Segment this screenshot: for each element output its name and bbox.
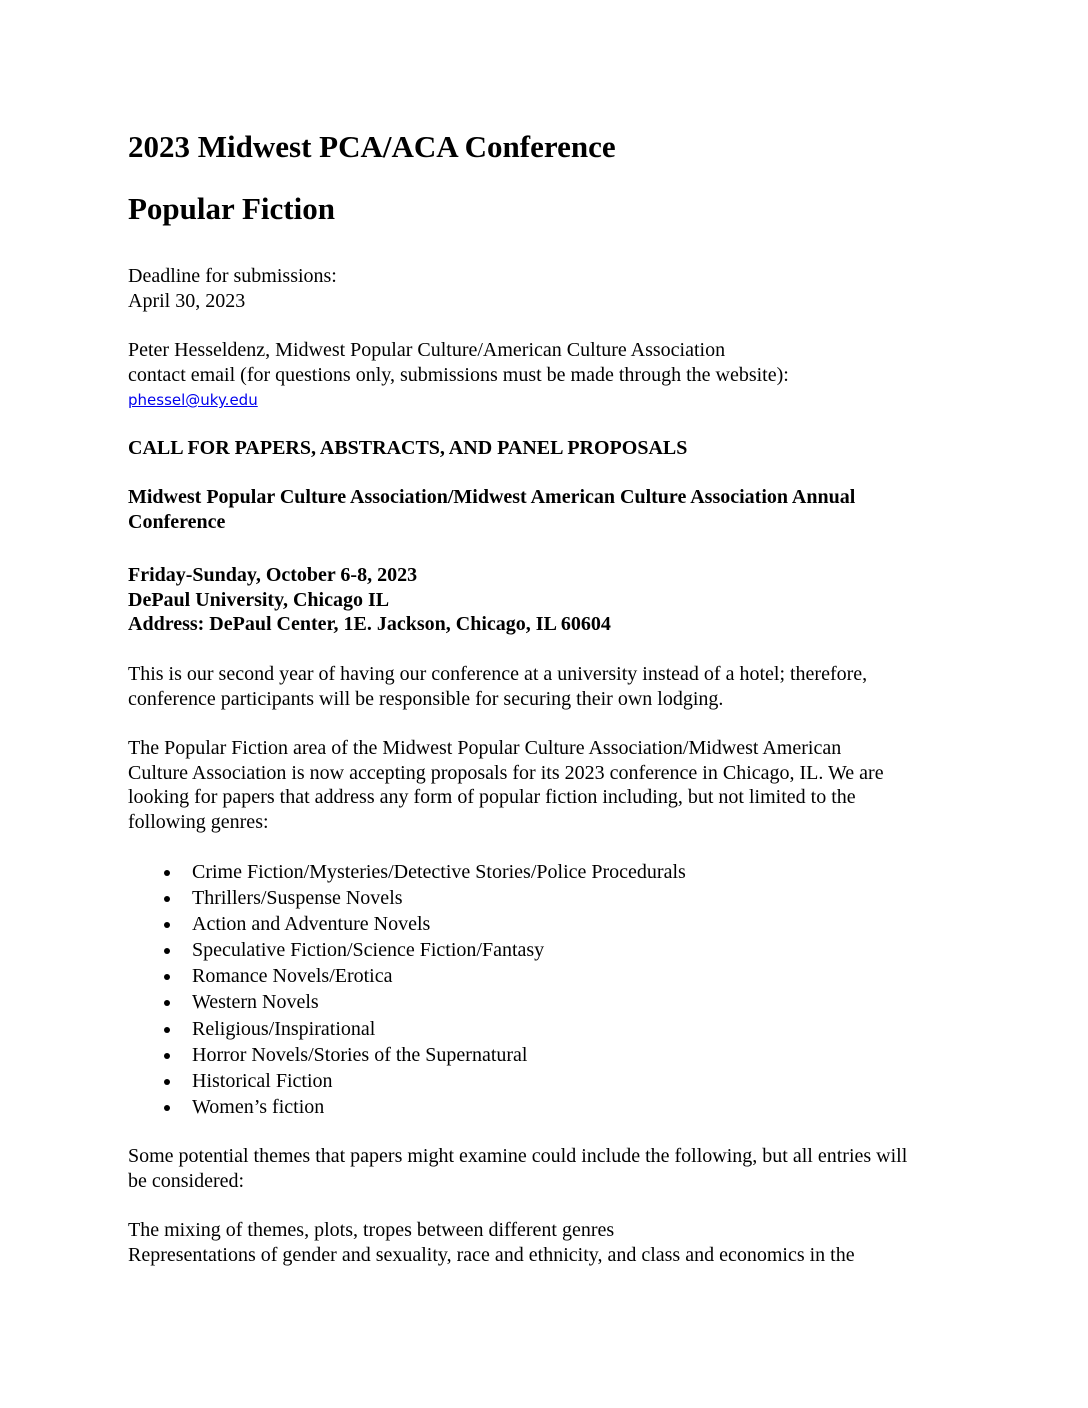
theme-line-1: The mixing of themes, plots, tropes between different genres — [128, 1219, 615, 1241]
bullet-icon — [164, 922, 170, 928]
list-item — [128, 1068, 686, 1094]
lodging-line-2: conference participants will be responsible for securing their own lodging. — [128, 687, 724, 710]
intro-line-3: looking for papers that address any form of popular fiction including, but not limited to the — [128, 786, 856, 808]
list-item — [128, 885, 686, 911]
contact-note: contact email (for questions only, submissions must be made through the website): — [128, 363, 789, 386]
bullet-icon — [164, 896, 170, 902]
intro-paragraph — [128, 736, 884, 834]
event-dates: Friday-Sunday, October 6-8, 2023 — [128, 564, 418, 586]
conference-name-line-1: Midwest Popular Culture Association/Midwest American Culture Association Annual — [128, 486, 856, 508]
bullet-icon — [164, 948, 170, 954]
bullet-icon — [164, 1000, 170, 1006]
genre-label: Western Novels — [192, 991, 319, 1014]
genre-label: Crime Fiction/Mysteries/Detective Stories/Police Procedurals — [192, 861, 686, 883]
genre-label: Women’s fiction — [192, 1095, 325, 1118]
conference-name-line-2: Conference — [128, 510, 226, 533]
genre-label: Horror Novels/Stories of the Supernatural — [192, 1043, 528, 1066]
event-venue: DePaul University, Chicago IL — [128, 588, 390, 611]
bullet-icon — [164, 1027, 170, 1033]
list-item — [128, 1016, 686, 1042]
bullet-icon — [164, 870, 170, 876]
document-subtitle: Popular Fiction — [128, 191, 335, 226]
list-item — [128, 859, 686, 885]
document-title: 2023 Midwest PCA/ACA Conference — [128, 129, 616, 164]
genre-label: Action and Adventure Novels — [192, 913, 431, 936]
themes-list — [128, 1218, 855, 1267]
intro-line-4: following genres: — [128, 810, 269, 833]
bullet-icon — [164, 1053, 170, 1059]
bullet-icon — [164, 1105, 170, 1111]
genre-label: Romance Novels/Erotica — [192, 965, 393, 988]
intro-line-2: Culture Association is now accepting proposals for its 2023 conference in Chicago, IL. We are — [128, 761, 884, 784]
intro-line-1: The Popular Fiction area of the Midwest Popular Culture Association/Midwest American — [128, 737, 842, 759]
deadline-label: Deadline for submissions: — [128, 265, 337, 287]
event-address: Address: DePaul Center, 1E. Jackson, Chicago, IL 60604 — [128, 613, 611, 635]
call-heading — [128, 436, 687, 461]
lodging-line-1: This is our second year of having our conference at a university instead of a hotel; therefore, — [128, 663, 868, 685]
themes-paragraph — [128, 1144, 907, 1193]
genre-label: Thrillers/Suspense Novels — [192, 887, 403, 910]
contact-block — [128, 338, 789, 413]
themes-intro-line-2: be considered: — [128, 1169, 245, 1192]
contact-name: Peter Hesseldenz, Midwest Popular Culture/American Culture Association — [128, 339, 726, 361]
conference-name — [128, 485, 855, 534]
contact-email-link[interactable]: phessel@uky.edu — [128, 391, 258, 409]
list-item — [128, 937, 686, 963]
genre-label: Speculative Fiction/Science Fiction/Fantasy — [192, 939, 545, 962]
call-heading-text: CALL FOR PAPERS, ABSTRACTS, AND PANEL PROPOSALS — [128, 437, 688, 459]
list-item — [128, 989, 686, 1015]
bullet-icon — [164, 974, 170, 980]
themes-intro-line-1: Some potential themes that papers might examine could include the following, but all entries will — [128, 1145, 908, 1167]
lodging-paragraph — [128, 662, 867, 711]
list-item — [128, 1094, 686, 1120]
list-item — [128, 963, 686, 989]
genre-label: Religious/Inspirational — [192, 1017, 376, 1040]
theme-line-2: Representations of gender and sexuality, race and ethnicity, and class and economics in the — [128, 1243, 855, 1266]
genre-label: Historical Fiction — [192, 1069, 333, 1092]
event-details — [128, 563, 611, 637]
deadline-block — [128, 264, 337, 313]
genre-list — [128, 859, 686, 1120]
deadline-date: April 30, 2023 — [128, 289, 246, 312]
list-item — [128, 911, 686, 937]
bullet-icon — [164, 1079, 170, 1085]
list-item — [128, 1042, 686, 1068]
